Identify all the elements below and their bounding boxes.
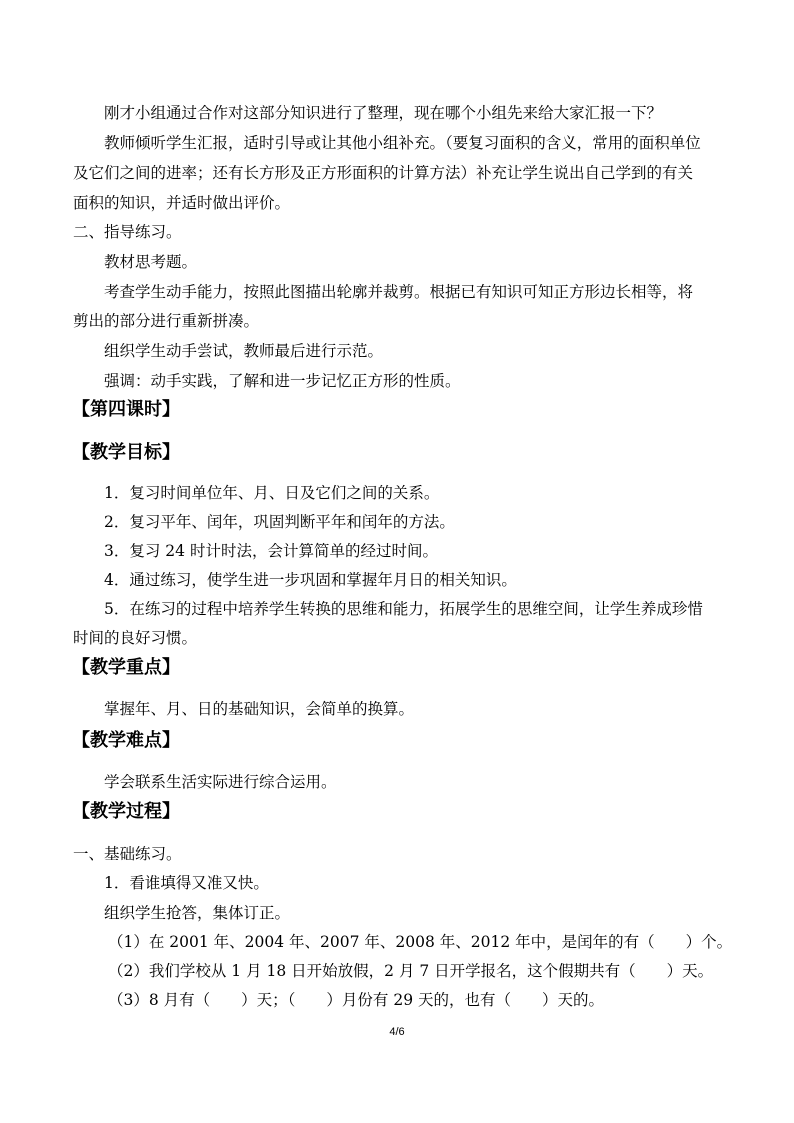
intro-paragraph-2-line-2: 及它们之间的进率；还有长方形及正方形面积的计算方法）补充让学生说出自己学到的有关 [73, 164, 694, 182]
objective-item-3: 3．复习 24 时计时法，会计算简单的经过时间。 [104, 542, 438, 560]
section-2-paragraph-1: 教材思考题。 [104, 253, 198, 271]
section-2-paragraph-2-line-1: 考查学生动手能力，按照此图描出轮廓并裁剪。根据已有知识可知正方形边长相等，将 [104, 283, 694, 301]
objective-item-4: 4．通过练习，使学生进一步巩固和掌握年月日的相关知识。 [104, 571, 517, 589]
difficulties-heading: 【教学难点】 [72, 730, 180, 751]
difficulties-text: 学会联系生活实际进行综合运用。 [104, 773, 337, 791]
process-heading: 【教学过程】 [72, 801, 180, 822]
objective-item-1: 1．复习时间单位年、月、日及它们之间的关系。 [104, 484, 440, 502]
objectives-heading: 【教学目标】 [72, 442, 180, 463]
key-points-text: 掌握年、月、日的基础知识，会简单的换算。 [104, 700, 415, 718]
objective-item-2: 2．复习平年、闰年，巩固判断平年和闰年的方法。 [104, 513, 455, 531]
section-2-paragraph-2-line-2: 剪出的部分进行重新拼凑。 [73, 312, 260, 330]
page-number: 4/6 [389, 1026, 405, 1038]
process-sub-question-3: （3）8 月有（ ）天；（ ）月份有 29 天的，也有（ ）天的。 [108, 991, 604, 1009]
intro-paragraph-2-line-3: 面积的知识，并适时做出评价。 [73, 194, 291, 212]
process-section-1-title: 一、基础练习。 [73, 845, 182, 863]
intro-paragraph-2-line-1: 教师倾听学生汇报，适时引导或让其他小组补充。（要复习面积的含义，常用的面积单位 [104, 134, 701, 152]
process-sub-question-2: （2）我们学校从 1 月 18 日开始放假，2 月 7 日开学报名，这个假期共有（ ）天。 [108, 962, 714, 980]
objective-item-5: 5．在练习的过程中培养学生转换的思维和能力，拓展学生的思维空间，让学生养成珍惜 [104, 600, 703, 618]
objective-item-5-continued: 时间的良好习惯。 [73, 629, 198, 647]
lesson-4-heading: 【第四课时】 [72, 399, 180, 420]
process-question-1: 1．看谁填得又准又快。 [104, 874, 269, 892]
intro-paragraph-1: 刚才小组通过合作对这部分知识进行了整理，现在哪个小组先来给大家汇报一下？ [104, 104, 663, 122]
process-sub-question-1: （1）在 2001 年、2004 年、2007 年、2008 年、2012 年中，是闰年的有（ ）个。 [108, 933, 733, 951]
section-2-paragraph-4: 强调：动手实践，了解和进一步记忆正方形的性质。 [104, 372, 461, 390]
key-points-heading: 【教学重点】 [72, 657, 180, 678]
section-2-title: 二、指导练习。 [73, 223, 182, 241]
section-2-paragraph-3: 组织学生动手尝试，教师最后进行示范。 [104, 342, 384, 360]
process-question-1-note: 组织学生抢答，集体订正。 [104, 904, 291, 922]
